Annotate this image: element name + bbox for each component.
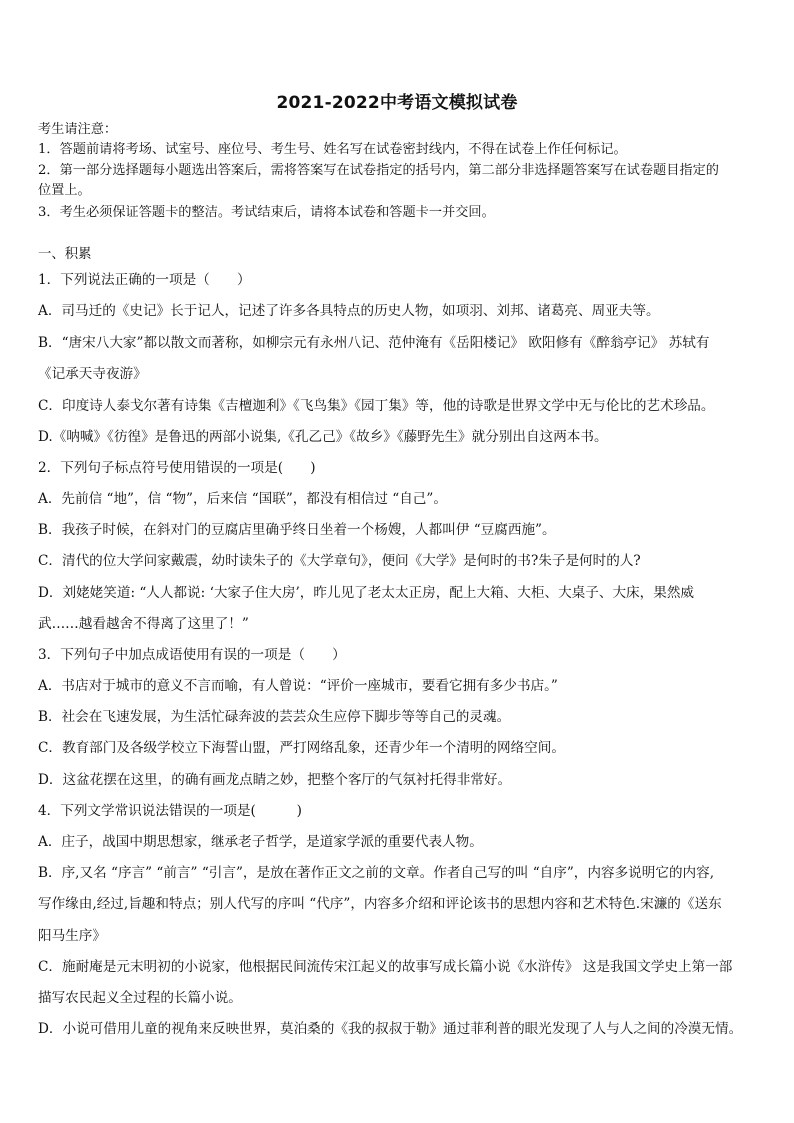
page-title: 2021-2022中考语文模拟试卷 bbox=[276, 93, 518, 113]
q1-option-d: D.《呐喊》《彷徨》是鲁迅的两部小说集,《孔乙己》《故乡》《藤野先生》就分别出自这两本书。 bbox=[38, 429, 608, 445]
q1-option-b: B．“唐宋八大家”都以散文而著称，如柳宗元有永州八记、范仲淹有《岳阳楼记》 欧阳修有《醉翁亭记》 苏轼有 bbox=[38, 335, 710, 351]
notice-item-1: 1．答题前请将考场、试室号、座位号、考生号、姓名写在试卷密封线内，不得在试卷上作任何标记。 bbox=[38, 142, 627, 157]
q4-option-a: A．庄子，战国中期思想家，继承老子哲学，是道家学派的重要代表人物。 bbox=[38, 834, 483, 850]
q1-option-c: C．印度诗人泰戈尔著有诗集《吉檀迦利》《飞鸟集》《园丁集》等，他的诗歌是世界文学中无与伦比的艺术珍品。 bbox=[38, 398, 715, 414]
q2-stem: 2．下列句子标点符号使用错误的一项是( ) bbox=[38, 460, 316, 476]
q3-option-b: B．社会在飞速发展，为生活忙碌奔波的芸芸众生应停下脚步等等自己的灵魂。 bbox=[38, 709, 511, 725]
q1-stem: 1．下列说法正确的一项是（ ） bbox=[38, 272, 251, 288]
q4-option-d: D．小说可借用儿童的视角来反映世界，莫泊桑的《我的叔叔于勒》通过菲利普的眼光发现了人与人之间的冷漠无情。 bbox=[38, 1021, 743, 1037]
q4-option-b-cont-2: 阳马生序》 bbox=[38, 928, 106, 944]
q2-option-d-cont: 武……越看越舍不得离了这里了！” bbox=[38, 616, 249, 632]
q2-option-c: C．清代的位大学问家戴震，幼时读朱子的《大学章句》，便问《大学》是何时的书?朱子是何时的人? bbox=[38, 553, 641, 569]
q3-stem: 3．下列句子中加点成语使用有误的一项是（ ） bbox=[38, 647, 346, 663]
notice-item-2: 2．第一部分选择题每小题选出答案后，需将答案写在试卷指定的括号内，第二部分非选择题答案写在试卷题目指定的 bbox=[38, 163, 719, 178]
section-heading: 一、积累 bbox=[38, 247, 92, 262]
notice-item-2-cont: 位置上。 bbox=[38, 183, 91, 198]
q4-stem: 4．下列文学常识说法错误的一项是( ) bbox=[38, 803, 302, 819]
q2-option-b: B．我孩子时候，在斜对门的豆腐店里确乎终日坐着一个杨嫂，人都叫伊 “豆腐西施”。 bbox=[38, 522, 556, 538]
q2-option-d: D．刘姥姥笑道: “人人都说: ‘大家子住大房’，昨儿见了老太太正房，配上大箱、大柜、大桌子、大床，果然威 bbox=[38, 585, 695, 601]
q3-option-c: C．教育部门及各级学校立下海誓山盟，严打网络乱象，还青少年一个清明的网络空间。 bbox=[38, 740, 565, 756]
q1-option-a: A．司马迁的《史记》长于记人，记述了许多各具特点的历史人物，如项羽、刘邦、诸葛亮、周亚夫等。 bbox=[38, 303, 660, 319]
q4-option-b-cont-1: 写作缘由,经过,旨趣和特点；别人代写的序叫 “代序”，内容多介绍和评论该书的思想内容和艺术特色.宋濂的《送东 bbox=[38, 896, 722, 912]
q1-option-b-cont: 《记承天寺夜游》 bbox=[38, 366, 147, 382]
q4-option-c-cont: 描写农民起义全过程的长篇小说。 bbox=[38, 990, 242, 1006]
q3-option-a: A．书店对于城市的意义不言而喻，有人曾说：“评价一座城市，要看它拥有多少书店。” bbox=[38, 678, 558, 694]
q4-option-b: B．序,又名 “序言” “前言” “引言”，是放在著作正文之前的文章。作者自己写的叫 “自序”，内容多说明它的内容, bbox=[38, 865, 715, 881]
q3-option-d: D．这盆花摆在这里，的确有画龙点睛之妙，把整个客厅的气氛衬托得非常好。 bbox=[38, 772, 512, 788]
notice-heading: 考生请注意： bbox=[38, 122, 118, 137]
q2-option-a: A．先前信 “地”，信 “物”，后来信 “国联”，都没有相信过 “自己”。 bbox=[38, 491, 447, 507]
notice-item-3: 3．考生必须保证答题卡的整洁。考试结束后，请将本试卷和答题卡一并交回。 bbox=[38, 205, 495, 220]
q4-option-c: C．施耐庵是元末明初的小说家，他根据民间流传宋江起义的故事写成长篇小说《水浒传》 这是我国文学史上第一部 bbox=[38, 959, 733, 975]
